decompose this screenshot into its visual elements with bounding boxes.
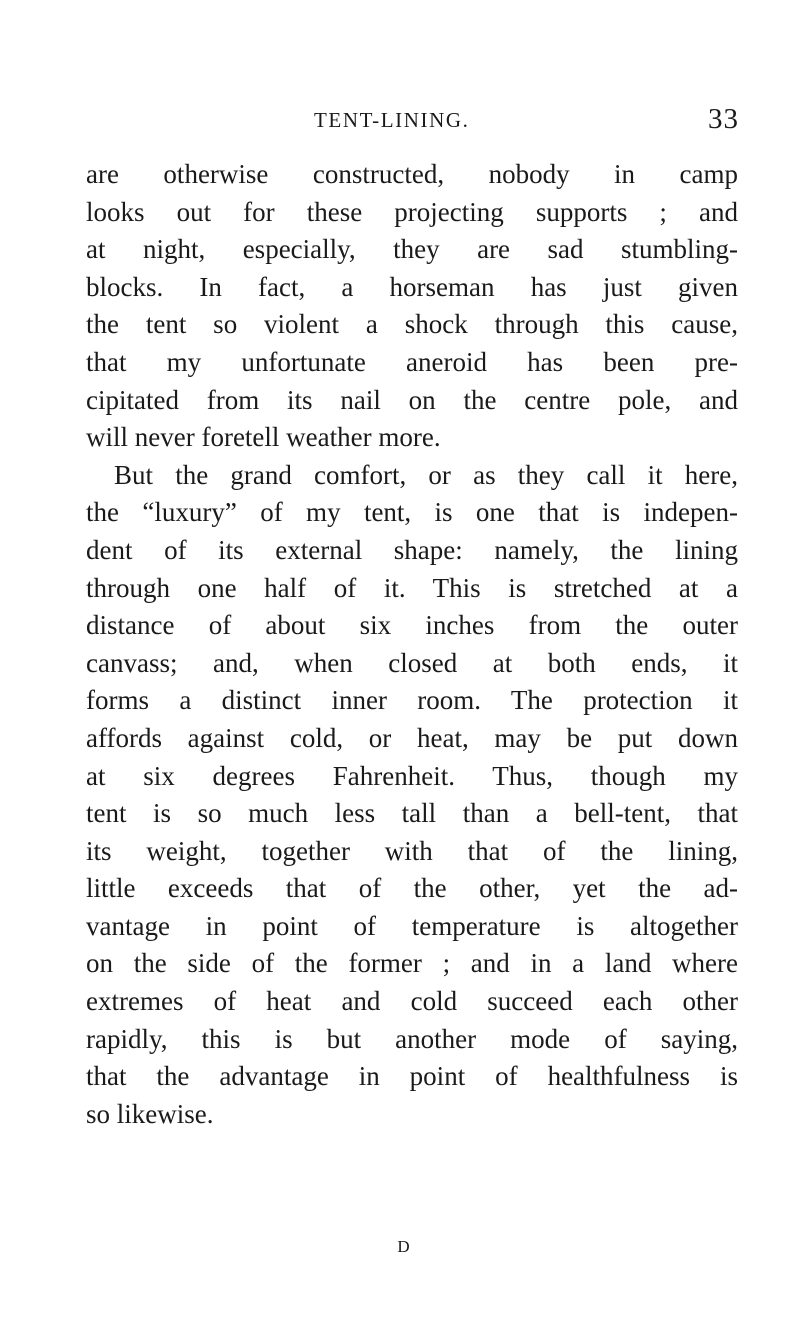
text-line: little exceeds that of the other, yet the ad-: [86, 873, 738, 904]
text-line: are otherwise constructed, nobody in camp: [86, 159, 738, 189]
text-line: blocks. In fact, a horseman has just given: [86, 271, 738, 302]
text-line: will never foretell weather more.: [86, 422, 441, 453]
text-line: looks out for these projecting supports ; and: [86, 196, 738, 227]
text-line: the “luxury” of my tent, is one that is indepen-: [86, 497, 738, 528]
text-line: at night, especially, they are sad stumbling-: [86, 234, 738, 265]
text-line: that the advantage in point of healthfulness is: [86, 1061, 738, 1092]
body-text: [86, 156, 738, 1133]
text-line: tent is so much less tall than a bell-tent, that: [86, 798, 738, 829]
text-line: rapidly, this is but another mode of saying,: [86, 1023, 738, 1054]
text-line: the tent so violent a shock through this cause,: [86, 309, 738, 340]
text-line: extremes of heat and cold succeed each other: [86, 986, 738, 1017]
text-line: dent of its external shape: namely, the lining: [86, 534, 738, 565]
text-line: canvass; and, when closed at both ends, it: [86, 647, 738, 678]
text-line: that my unfortunate aneroid has been pre-: [86, 346, 738, 377]
running-head: [0, 103, 800, 148]
text-line: distance of about six inches from the outer: [86, 610, 738, 641]
page-number: 33: [708, 103, 739, 135]
text-line: vantage in point of temperature is altogether: [86, 910, 738, 941]
text-line: so likewise.: [86, 1098, 214, 1129]
text-line: on the side of the former ; and in a land where: [86, 948, 738, 979]
text-line: But the grand comfort, or as they call it here,: [114, 459, 738, 490]
signature-letter: D: [397, 1237, 411, 1256]
text-line: its weight, together with that of the lining,: [86, 835, 738, 866]
text-line: at six degrees Fahrenheit. Thus, though my: [86, 760, 738, 791]
running-title: TENT-LINING.: [314, 108, 470, 132]
text-line: affords against cold, or heat, may be put down: [86, 722, 738, 753]
text-line: forms a distinct inner room. The protection it: [86, 685, 738, 716]
text-line: through one half of it. This is stretched at a: [86, 572, 738, 603]
signature-mark: [0, 1237, 800, 1257]
text-line: cipitated from its nail on the centre pole, and: [86, 384, 738, 415]
